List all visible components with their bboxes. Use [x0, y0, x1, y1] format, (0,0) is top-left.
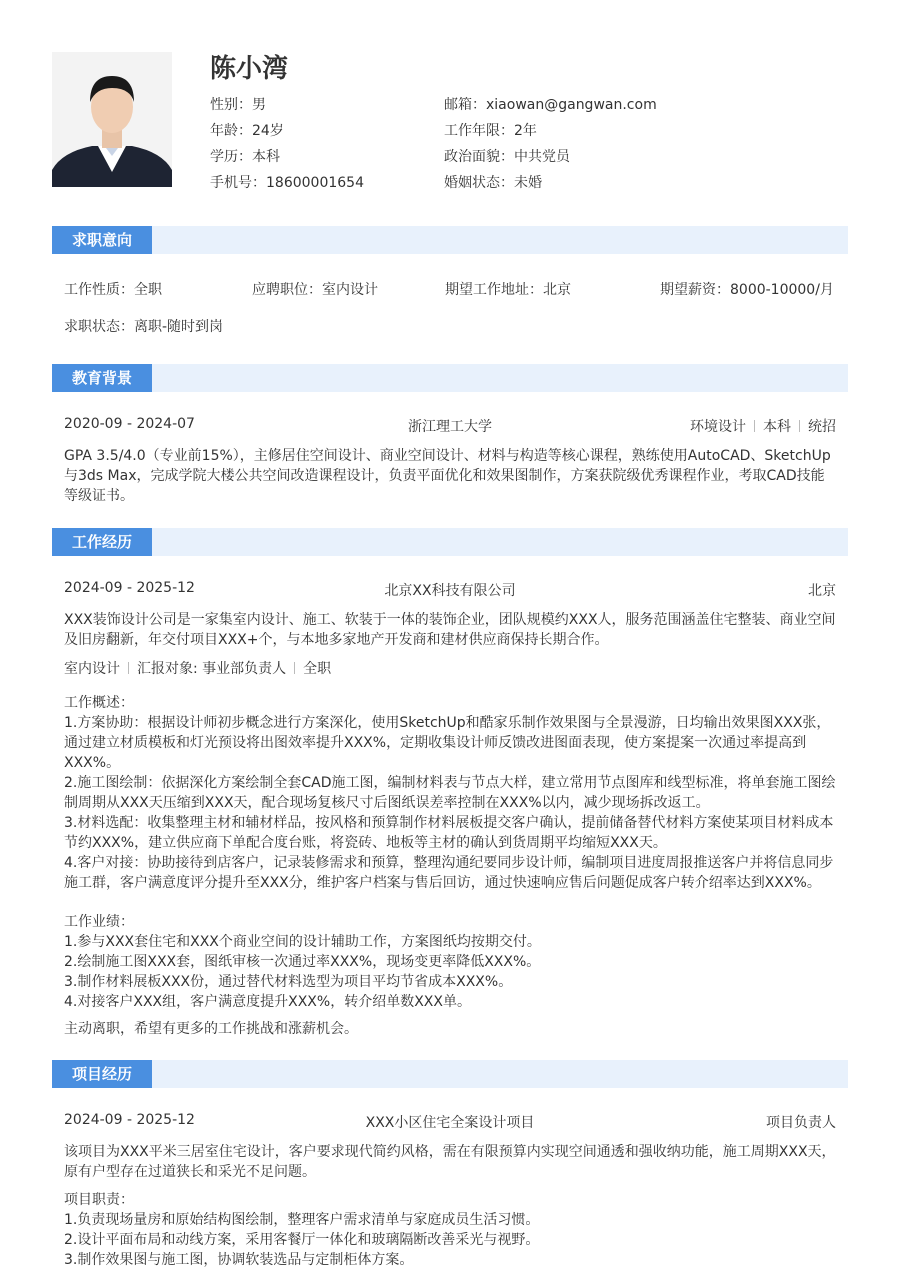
- education-period: 2020-09 - 2024-07: [64, 416, 195, 432]
- work-city: 北京: [808, 583, 836, 599]
- intent-salary: [660, 279, 834, 299]
- project-duty-item: 1.负责现场量房和原始结构图绘制，整理客户需求清单与家庭成员生活习惯。: [64, 1212, 540, 1228]
- work-overview-item: 2.施工图绘制：依据深化方案绘制全套CAD施工图，编制材料表与节点大样，建立常用节点图库和线型标准，将单套施工图绘制周期从XXX天压缩到XXX天，配合现场复核尺寸后图纸误差率控制在XXX%以内，减少现场拆改返工。: [64, 775, 836, 811]
- education-major: 环境设计: [690, 419, 746, 435]
- intent-salary-label: 期望薪资：: [660, 282, 730, 298]
- project-duties-title: 项目职责：: [64, 1192, 134, 1208]
- work-tag-role: 室内设计: [64, 661, 120, 677]
- work-company: 北京XX科技有限公司: [384, 583, 516, 599]
- work-period: 2024-09 - 2025-12: [64, 580, 195, 596]
- separator: [754, 420, 755, 432]
- work-section-header: [52, 528, 848, 556]
- gender-value: 男: [252, 97, 266, 113]
- email-info: [444, 94, 657, 114]
- age-value: 24岁: [252, 123, 284, 139]
- project-description: 该项目为XXX平米三居室住宅设计，客户要求现代简约风格，需在有限预算内实现空间通透和强收纳功能，施工周期XXX天，原有户型存在过道狭长和采光不足问题。: [64, 1144, 836, 1180]
- intent-location: [445, 279, 571, 299]
- years-info: [444, 120, 537, 140]
- work-achievements-title: 工作业绩：: [64, 914, 134, 930]
- work-overview-item: 1.方案协助：根据设计师初步概念进行方案深化，使用SketchUp和酷家乐制作效果图与全景漫游，日均输出效果图XXX张，通过建立材质模板和灯光预设将出图效率提升XXX%，定期收集设计师反馈改进图面表现，使方案提案一次通过率提高到XXX%。: [64, 715, 831, 771]
- intent-salary-value: 8000-10000/月: [730, 282, 834, 298]
- email-label: 邮箱：: [444, 97, 486, 113]
- education-info: [210, 146, 280, 166]
- years-value: 2年: [514, 123, 537, 139]
- candidate-name: 陈小湾: [210, 54, 289, 84]
- work-achievement-item: 4.对接客户XXX组，客户满意度提升XXX%，转介绍单数XXX单。: [64, 994, 471, 1010]
- intent-status-value: 离职-随时到岗: [134, 319, 224, 335]
- education-section-header: [52, 364, 848, 392]
- work-overview-item: 4.客户对接：协助接待到店客户，记录装修需求和预算，整理沟通纪要同步设计师，编制项目进度周报推送客户并将信息同步施工群，客户满意度评分提升至XXX分，维护客户档案与售后回访，通过快速响应售后问题促成客户转介绍率达到XXX%。: [64, 855, 834, 891]
- intent-section-title: 求职意向: [52, 226, 152, 254]
- age-label: 年龄：: [210, 123, 252, 139]
- phone-info: [210, 172, 364, 192]
- intent-type-label: 工作性质：: [64, 282, 134, 298]
- project-duty-item: 3.制作效果图与施工图，协调软装选品与定制柜体方案。: [64, 1252, 414, 1268]
- politics-value: 中共党员: [514, 149, 570, 165]
- intent-type: [64, 279, 162, 299]
- phone-label: 手机号：: [210, 175, 266, 191]
- separator: [799, 420, 800, 432]
- intent-type-value: 全职: [134, 282, 162, 298]
- intent-position-value: 室内设计: [322, 282, 378, 298]
- gender-info: [210, 94, 266, 114]
- person-photo-icon: [52, 52, 172, 187]
- politics-label: 政治面貌：: [444, 149, 514, 165]
- work-tags: [64, 658, 331, 678]
- intent-location-value: 北京: [543, 282, 571, 298]
- project-period: 2024-09 - 2025-12: [64, 1112, 195, 1128]
- gender-label: 性别：: [210, 97, 252, 113]
- education-value: 本科: [252, 149, 280, 165]
- work-tag-report: 汇报对象: 事业部负责人: [137, 661, 287, 677]
- intent-position-label: 应聘职位：: [252, 282, 322, 298]
- marital-label: 婚姻状态：: [444, 175, 514, 191]
- profile-photo: [52, 52, 172, 187]
- project-role: 项目负责人: [766, 1115, 836, 1131]
- intent-location-label: 期望工作地址：: [445, 282, 543, 298]
- work-overview-title: 工作概述：: [64, 695, 134, 711]
- leave-reason: 主动离职，希望有更多的工作挑战和涨薪机会。: [64, 1021, 358, 1037]
- marital-info: [444, 172, 542, 192]
- marital-value: 未婚: [514, 175, 542, 191]
- separator: [294, 662, 295, 674]
- work-achievement-item: 1.参与XXX套住宅和XXX个商业空间的设计辅助工作，方案图纸均按期交付。: [64, 934, 541, 950]
- work-overview: [64, 693, 836, 893]
- education-meta: [600, 416, 836, 436]
- work-achievement-item: 2.绘制施工图XXX套，图纸审核一次通过率XXX%，现场变更率降低XXX%。: [64, 954, 541, 970]
- education-label: 学历：: [210, 149, 252, 165]
- education-degree: 本科: [763, 419, 791, 435]
- project-section-title: 项目经历: [52, 1060, 152, 1088]
- project-duties: [64, 1190, 836, 1270]
- project-section-header: [52, 1060, 848, 1088]
- phone-value: 18600001654: [266, 175, 364, 191]
- intent-section-header: [52, 226, 848, 254]
- intent-position: [252, 279, 378, 299]
- education-description: GPA 3.5/4.0（专业前15%），主修居住空间设计、商业空间设计、材料与构造等核心课程，熟练使用AutoCAD、SketchUp与3ds Max，完成学院大楼公共空间改造课程设计，负责平面优化和效果图制作，方案获院级优秀课程作业，考取CAD技能等级证书。: [64, 448, 831, 504]
- years-label: 工作年限：: [444, 123, 514, 139]
- work-achievement-item: 3.制作材料展板XXX份，通过替代材料选型为项目平均节省成本XXX%。: [64, 974, 513, 990]
- education-section-title: 教育背景: [52, 364, 152, 392]
- work-achievements: [64, 912, 836, 1012]
- separator: [128, 662, 129, 674]
- intent-status: [64, 316, 223, 336]
- age-info: [210, 120, 284, 140]
- education-school: 浙江理工大学: [408, 419, 492, 435]
- intent-status-label: 求职状态：: [64, 319, 134, 335]
- politics-info: [444, 146, 570, 166]
- work-overview-item: 3.材料选配：收集整理主材和辅材样品，按风格和预算制作材料展板提交客户确认，提前储备替代材料方案使某项目材料成本节约XXX%，建立供应商下单配合度台账，将瓷砖、地板等主材的确认到货周期平均缩短XXX天。: [64, 815, 834, 851]
- work-tag-type: 全职: [303, 661, 332, 677]
- project-name: XXX小区住宅全案设计项目: [365, 1115, 535, 1131]
- education-enroll: 统招: [808, 419, 836, 435]
- work-section-title: 工作经历: [52, 528, 152, 556]
- project-duty-item: 2.设计平面布局和动线方案，采用客餐厅一体化和玻璃隔断改善采光与视野。: [64, 1232, 540, 1248]
- email-value[interactable]: xiaowan@gangwan.com: [486, 97, 657, 113]
- company-description: XXX装饰设计公司是一家集室内设计、施工、软装于一体的装饰企业，团队规模约XXX人，服务范围涵盖住宅整装、商业空间及旧房翻新，年交付项目XXX+个，与本地多家地产开发商和建材供应商保持长期合作。: [64, 612, 836, 648]
